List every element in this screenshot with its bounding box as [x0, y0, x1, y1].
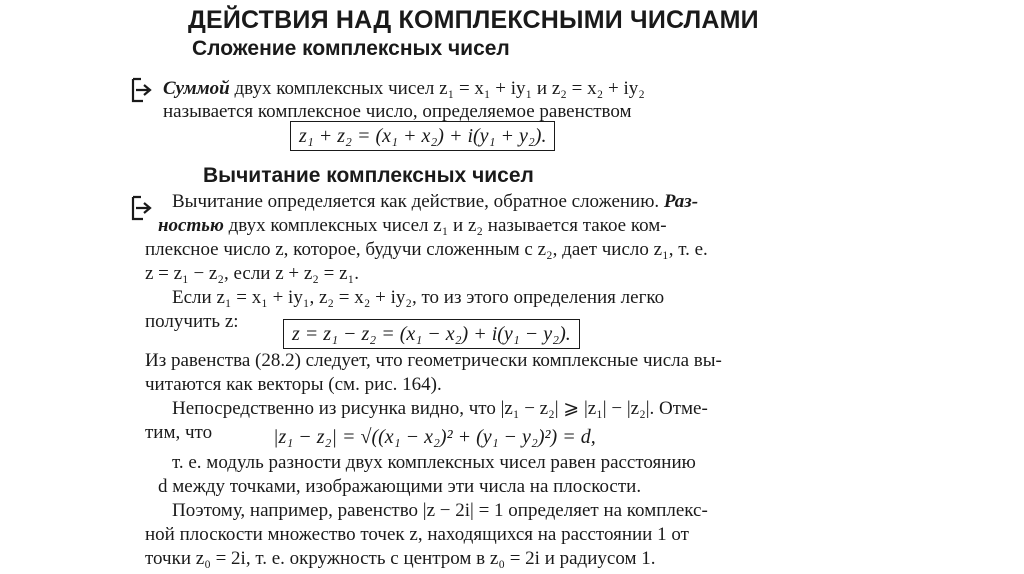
subtraction-p2-line2: получить z:	[145, 311, 239, 332]
subtraction-p3-line2: читаются как векторы (см. рис. 164).	[145, 374, 442, 395]
subtraction-p6-line2: ной плоскости множество точек z, находящихся на расстоянии 1 от	[145, 524, 689, 545]
term-sum: Суммой	[163, 78, 230, 99]
distance-formula: |z₁ − z₂| = √((x₁ − x₂)² + (y₁ − y₂)²) = d,	[273, 426, 596, 448]
subtraction-p4-line1: Непосредственно из рисунка видно, что |z₁ − z₂| ⩾ |z₁| − |z₂|. Отме-	[172, 398, 708, 419]
subtraction-p1-line4: z = z₁ − z₂, если z + z₂ = z₁.	[145, 263, 359, 284]
subtraction-text-1a: Вычитание определяется как действие, обратное сложению.	[172, 191, 660, 212]
subtraction-p1-line3: плексное число z, которое, будучи сложенным с z₂, дает число z₁, т. е.	[145, 239, 708, 260]
definition-mark-icon	[131, 195, 153, 221]
subtraction-p1-line1	[172, 190, 698, 214]
section-heading-subtraction: Вычитание комплексных чисел	[203, 164, 534, 187]
section-heading-addition: Сложение комплексных чисел	[192, 37, 510, 60]
addition-definition-line1	[163, 77, 645, 101]
subtraction-p6-line3: точки z₀ = 2i, т. е. окружность с центром в z₀ = 2i и радиусом 1.	[145, 548, 656, 569]
subtraction-formula-box: z = z₁ − z₂ = (x₁ − x₂) + i(y₁ − y₂).	[283, 319, 580, 349]
subtraction-p5-line2: d между точками, изображающими эти числа на плоскости.	[158, 476, 642, 497]
subtraction-p6-line1: Поэтому, например, равенство |z − 2i| = 1 определяет на комплекс-	[172, 500, 708, 521]
addition-formula-box: z₁ + z₂ = (x₁ + x₂) + i(y₁ + y₂).	[290, 121, 555, 151]
subtraction-p1-line2	[158, 214, 667, 238]
term-difference-part2: ностью	[158, 215, 224, 236]
term-difference-part1: Раз-	[663, 191, 699, 212]
definition-mark-icon	[131, 77, 153, 103]
addition-definition-line2: называется комплексное число, определяемое равенством	[163, 101, 632, 122]
subtraction-p5-line1: т. е. модуль разности двух комплексных чисел равен расстоянию	[172, 452, 696, 473]
subtraction-p2-line1: Если z₁ = x₁ + iy₁, z₂ = x₂ + iy₂, то из этого определения легко	[172, 287, 665, 308]
subtraction-text-1b: двух комплексных чисел z₁ и z₂ называется такое ком-	[228, 215, 667, 236]
addition-text-1: двух комплексных чисел z₁ = x₁ + iy₁ и z₂ = x₂ + iy₂	[234, 78, 645, 99]
page-title: ДЕЙСТВИЯ НАД КОМПЛЕКСНЫМИ ЧИСЛАМИ	[188, 6, 759, 34]
subtraction-p3-line1: Из равенства (28.2) следует, что геометрически комплексные числа вы-	[145, 350, 722, 371]
subtraction-p4-line2: тим, что	[145, 422, 213, 443]
